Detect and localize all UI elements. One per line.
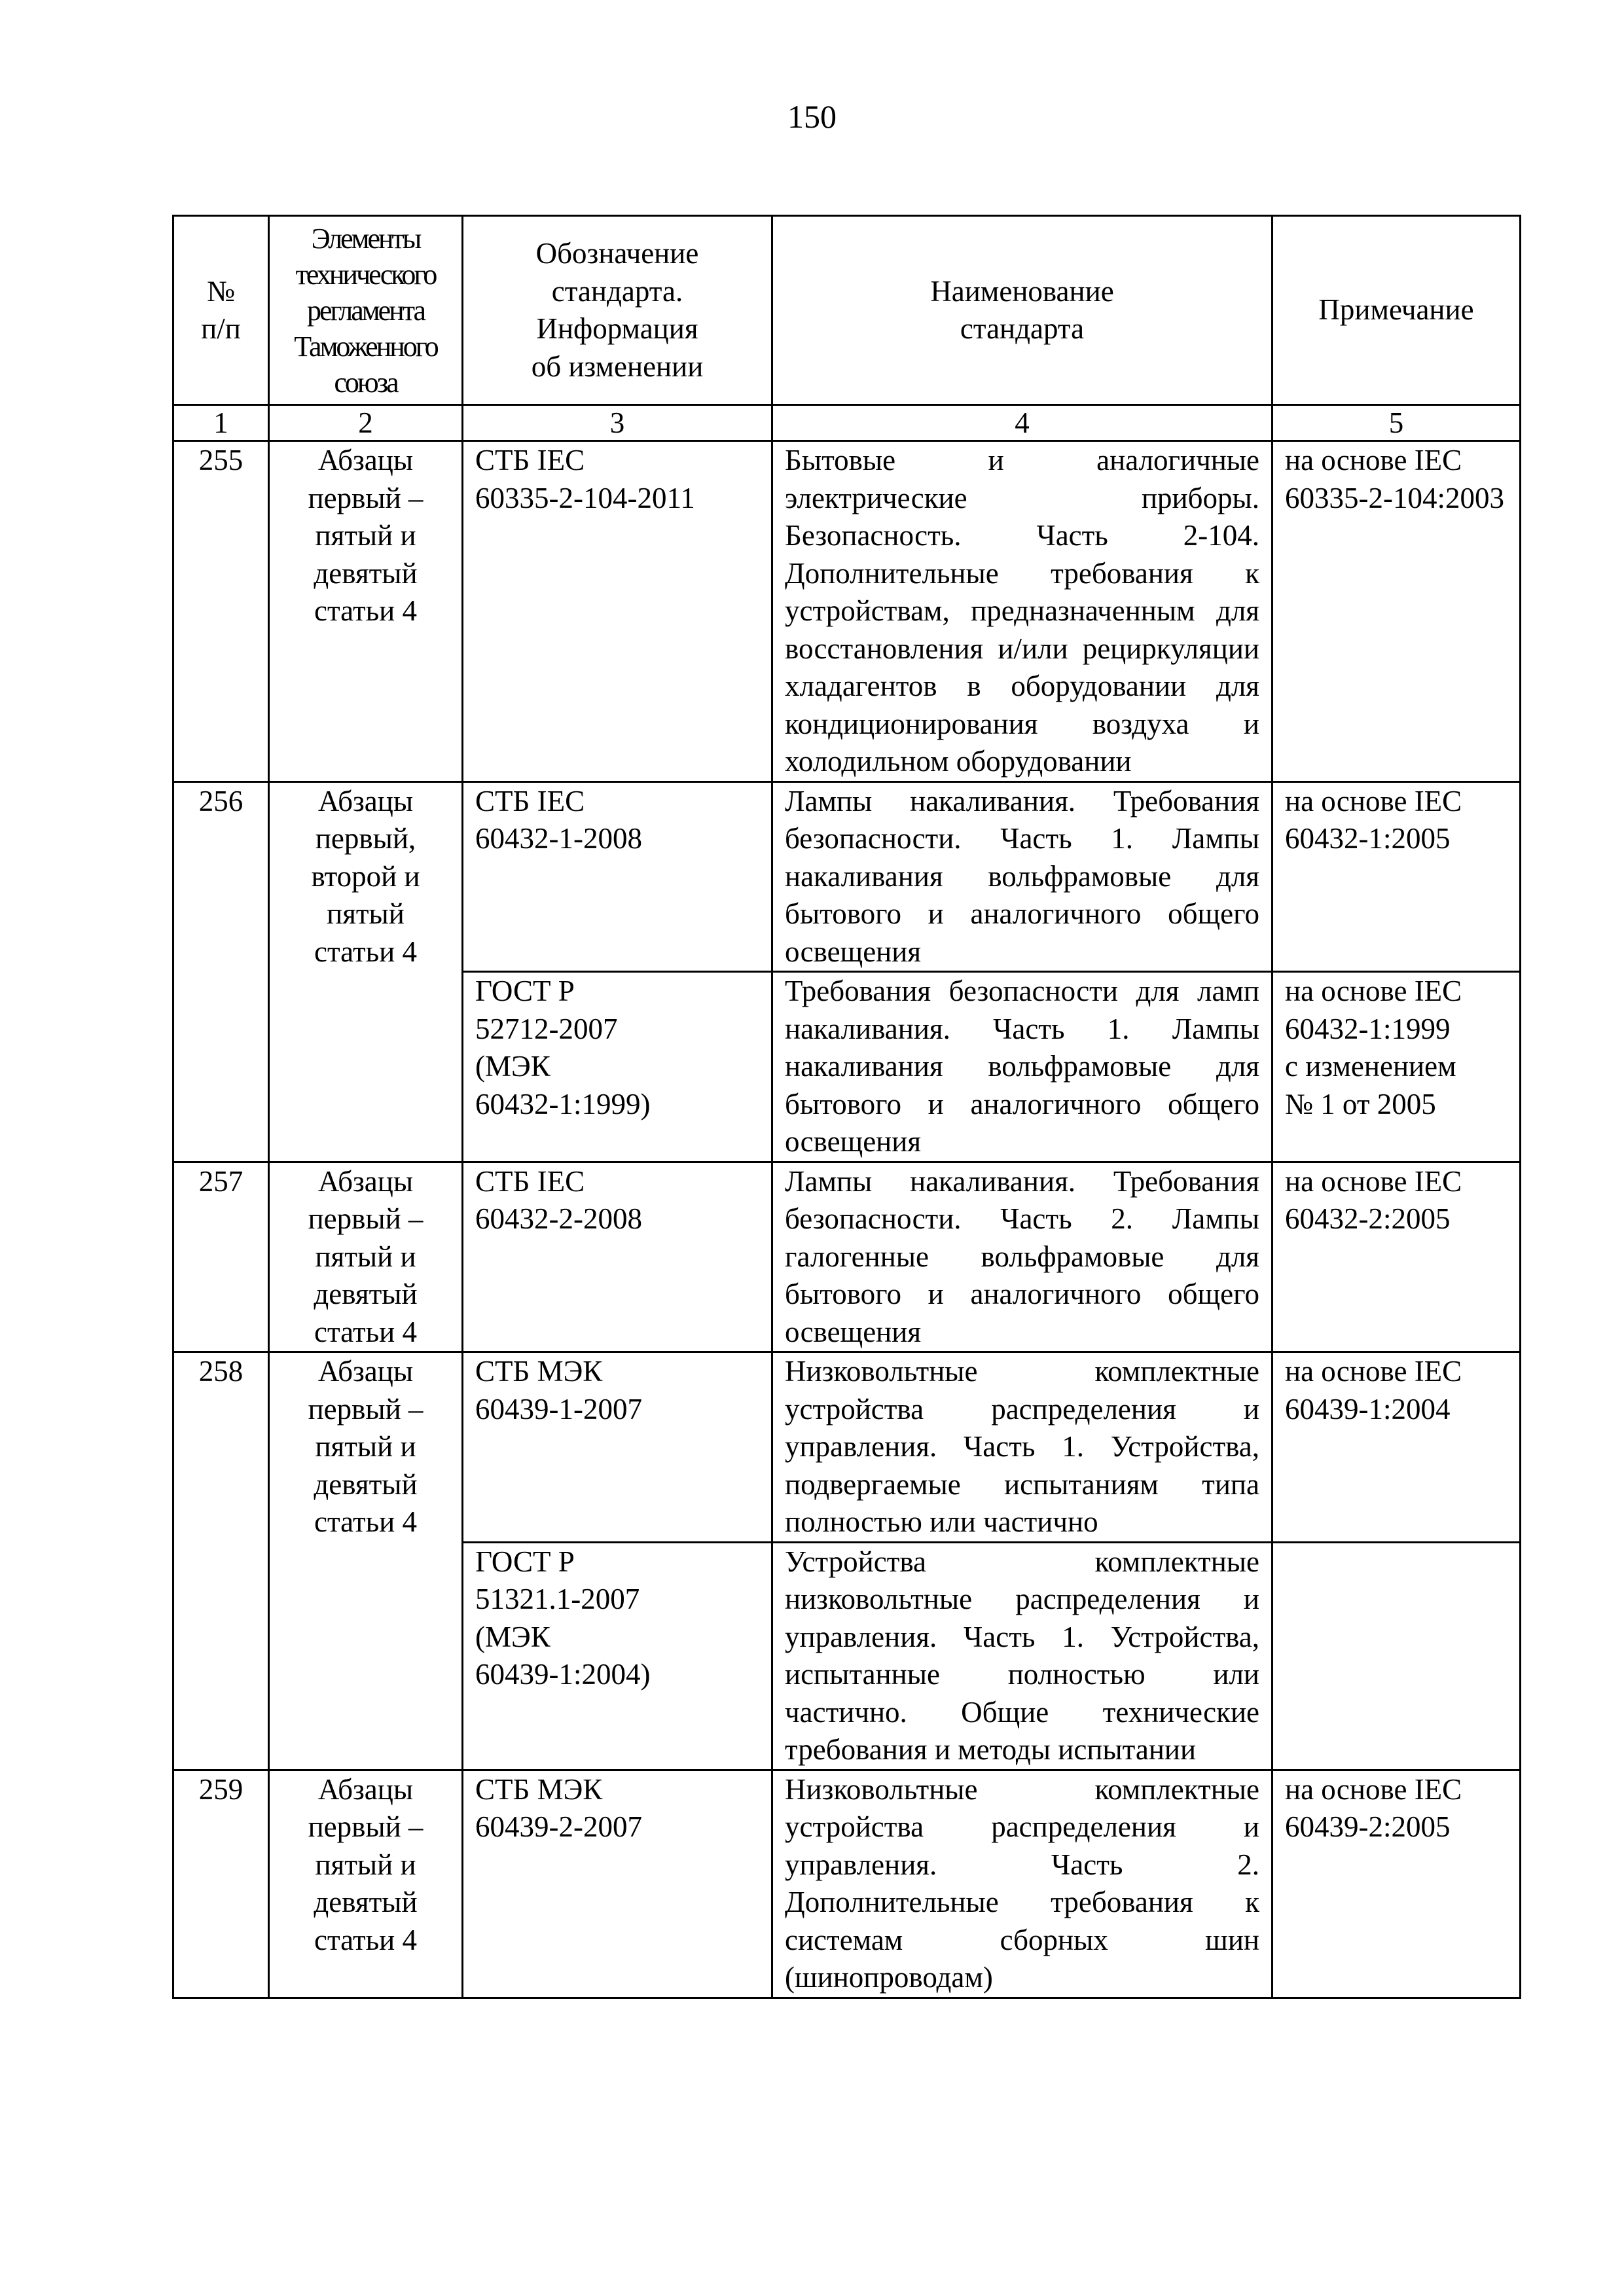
standard-note xyxy=(1272,1542,1521,1770)
standard-name: Устройства комплектные низковольтные распределения и управления. Часть 1. Устройства, испытанные полностью или частично. Общие технические требования и методы испытании xyxy=(772,1542,1272,1770)
standard-designation: СТБ МЭК 60439-1-2007 xyxy=(463,1352,772,1543)
standard-name: Требования безопасности для ламп накаливания. Часть 1. Лампы накаливания вольфрамовые для бытового и аналогичного общего освещения xyxy=(772,972,1272,1162)
standard-designation: СТБ IEC 60432-2-2008 xyxy=(463,1162,772,1352)
column-number-row xyxy=(173,405,1521,441)
table-body xyxy=(173,405,1521,1998)
table-row xyxy=(173,441,1521,782)
header-elements: Элементы технического регламента Таможенного союза xyxy=(269,216,463,405)
row-number: 257 xyxy=(173,1162,269,1352)
regulation-elements: Абзацы первый – пятый и девятый статьи 4 xyxy=(269,1352,463,1770)
column-number: 1 xyxy=(173,405,269,441)
standard-name: Бытовые и аналогичные электрические приборы. Безопасность. Часть 2-104. Дополнительные требования к устройствам, предназначенным для восстановления и/или рециркуляции хладагентов в оборудовании для кондиционирования воздуха и холодильном оборудовании xyxy=(772,441,1272,782)
standard-designation: СТБ IEC 60335-2-104-2011 xyxy=(463,441,772,782)
standard-note: на основе IEC 60439-2:2005 xyxy=(1272,1770,1521,1998)
standard-designation: ГОСТ Р 52712-2007 (МЭК 60432-1:1999) xyxy=(463,972,772,1162)
column-number: 5 xyxy=(1272,405,1521,441)
header-number: № п/п xyxy=(173,216,269,405)
standard-designation: ГОСТ Р 51321.1-2007 (МЭК 60439-1:2004) xyxy=(463,1542,772,1770)
header-name: Наименование стандарта xyxy=(772,216,1272,405)
standard-note: на основе IEC 60335-2-104:2003 xyxy=(1272,441,1521,782)
standard-name: Низковольтные комплектные устройства распределения и управления. Часть 1. Устройства, подвергаемые испытаниям типа полностью или частично xyxy=(772,1352,1272,1543)
row-number: 258 xyxy=(173,1352,269,1770)
row-number: 259 xyxy=(173,1770,269,1998)
table-row xyxy=(173,1352,1521,1543)
page-number: 150 xyxy=(787,98,837,135)
table-row xyxy=(173,781,1521,972)
row-number: 255 xyxy=(173,441,269,782)
row-number: 256 xyxy=(173,781,269,1162)
regulation-elements: Абзацы первый, второй и пятый статьи 4 xyxy=(269,781,463,1162)
column-number: 3 xyxy=(463,405,772,441)
standard-note: на основе IEC 60432-1:2005 xyxy=(1272,781,1521,972)
standard-name: Лампы накаливания. Требования безопасности. Часть 2. Лампы галогенные вольфрамовые для бытового и аналогичного общего освещения xyxy=(772,1162,1272,1352)
header-note: Примечание xyxy=(1272,216,1521,405)
regulation-elements: Абзацы первый – пятый и девятый статьи 4 xyxy=(269,441,463,782)
standard-name: Лампы накаливания. Требования безопасности. Часть 1. Лампы накаливания вольфрамовые для бытового и аналогичного общего освещения xyxy=(772,781,1272,972)
table-header xyxy=(173,216,1521,405)
standard-designation: СТБ IEC 60432-1-2008 xyxy=(463,781,772,972)
table-row xyxy=(173,1162,1521,1352)
column-number: 2 xyxy=(269,405,463,441)
header-designation: Обозначение стандарта. Информация об изменении xyxy=(463,216,772,405)
column-number: 4 xyxy=(772,405,1272,441)
table-row xyxy=(173,1770,1521,1998)
standard-name: Низковольтные комплектные устройства распределения и управления. Часть 2. Дополнительные требования к системам сборных шин (шинопроводам) xyxy=(772,1770,1272,1998)
standard-designation: СТБ МЭК 60439-2-2007 xyxy=(463,1770,772,1998)
regulation-elements: Абзацы первый – пятый и девятый статьи 4 xyxy=(269,1162,463,1352)
standards-table xyxy=(172,215,1521,1999)
standard-note: на основе IEC 60432-2:2005 xyxy=(1272,1162,1521,1352)
regulation-elements: Абзацы первый – пятый и девятый статьи 4 xyxy=(269,1770,463,1998)
standard-note: на основе IEC 60439-1:2004 xyxy=(1272,1352,1521,1543)
standard-note: на основе IEC 60432-1:1999 с изменением № 1 от 2005 xyxy=(1272,972,1521,1162)
